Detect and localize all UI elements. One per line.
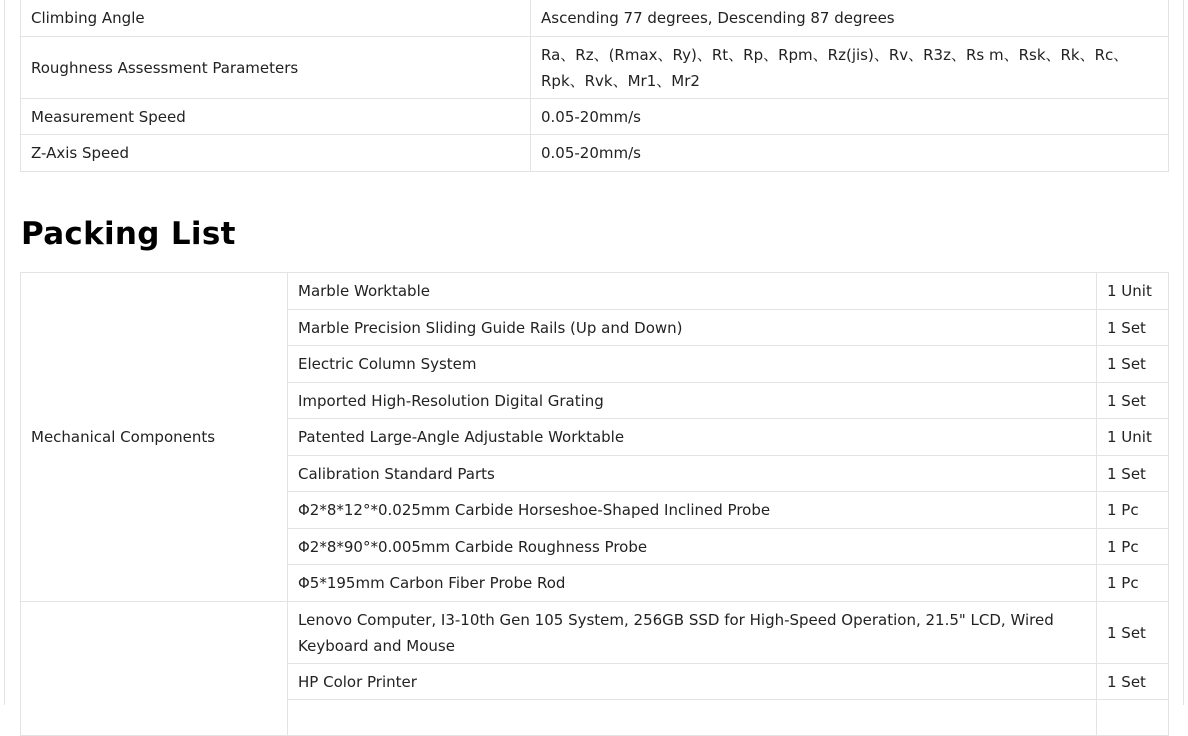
item-qty: 1 Unit (1097, 273, 1169, 310)
category-cell (21, 602, 288, 736)
item-qty: 1 Unit (1097, 419, 1169, 456)
spec-value: 0.05-20mm/s (531, 99, 1169, 135)
item-name: Lenovo Computer, I3-10th Gen 105 System, 256GB SSD for High-Speed Operation, 21.5" LCD, Wired Keyboard and Mouse (288, 602, 1097, 664)
item-qty: 1 Set (1097, 346, 1169, 383)
item-qty: 1 Set (1097, 664, 1169, 700)
page (4, 0, 1184, 705)
spec-table (20, 0, 1169, 172)
packing-list-title: Packing List (21, 216, 236, 252)
item-qty: 1 Pc (1097, 529, 1169, 565)
spec-value: Ascending 77 degrees, Descending 87 degrees (531, 0, 1169, 37)
item-name: HP Color Printer (288, 664, 1097, 700)
item-qty: 1 Set (1097, 310, 1169, 346)
item-qty: 1 Set (1097, 383, 1169, 419)
item-name: Patented Large-Angle Adjustable Worktable (288, 419, 1097, 456)
item-qty: 1 Pc (1097, 565, 1169, 602)
item-name: Φ2*8*12°*0.025mm Carbide Horseshoe-Shaped Inclined Probe (288, 492, 1097, 529)
item-qty: 1 Set (1097, 456, 1169, 492)
item-qty: 1 Set (1097, 602, 1169, 664)
item-name: Φ5*195mm Carbon Fiber Probe Rod (288, 565, 1097, 602)
item-name: Electric Column System (288, 346, 1097, 383)
table-row (21, 135, 1169, 172)
spec-value: 0.05-20mm/s (531, 135, 1169, 172)
item-name: Marble Worktable (288, 273, 1097, 310)
item-name: Imported High-Resolution Digital Grating (288, 383, 1097, 419)
spec-value: Ra、Rz、(Rmax、Ry)、Rt、Rp、Rpm、Rz(jis)、Rv、R3z、Rs m、Rsk、Rk、Rc、Rpk、Rvk、Mr1、Mr2 (531, 37, 1169, 99)
table-row (21, 0, 1169, 37)
item-name: Φ2*8*90°*0.005mm Carbide Roughness Probe (288, 529, 1097, 565)
spec-name: Measurement Speed (21, 99, 531, 135)
packing-table (20, 272, 1169, 736)
table-row (21, 37, 1169, 99)
category-cell: Mechanical Components (21, 273, 288, 602)
item-qty: 1 Pc (1097, 492, 1169, 529)
item-name: Calibration Standard Parts (288, 456, 1097, 492)
spec-name: Roughness Assessment Parameters (21, 37, 531, 99)
item-name: Marble Precision Sliding Guide Rails (Up and Down) (288, 310, 1097, 346)
table-row (21, 273, 1169, 310)
table-row (21, 99, 1169, 135)
spec-name: Z-Axis Speed (21, 135, 531, 172)
spec-name: Climbing Angle (21, 0, 531, 37)
table-row (21, 602, 1169, 664)
